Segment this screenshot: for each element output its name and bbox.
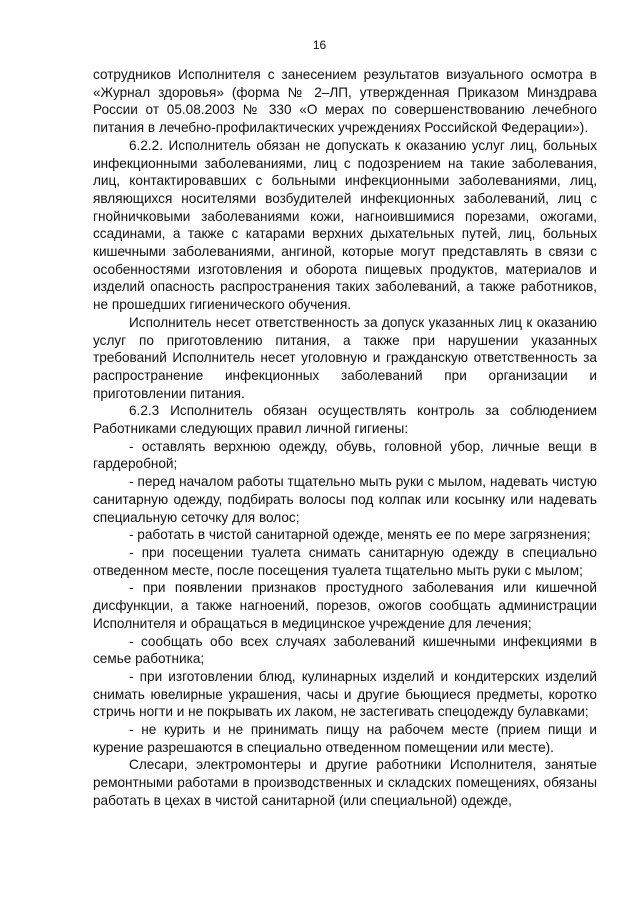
paragraph-journal-reference: сотрудников Исполнителя с занесением результатов визуального осмотра в «Журнал здоровья» (форма № 2–ЛП, утвержденная Приказом Минздрава России от 05.08.2003 № 330 «О мерах по совершенствованию лечебного питания в лечебно-профилактических учреждениях Российской Федерации»). <box>93 67 597 136</box>
list-item-family-infections: - сообщать обо всех случаях заболеваний кишечными инфекциями в семье работника; <box>93 633 597 667</box>
list-item-illness-signs: - при появлении признаков простудного заболевания или кишечной дисфункции, а также нагноений, порезов, ожогов сообщать администрации Исполнителя и обращаться в медицинское учреждение для лечения; <box>93 580 597 631</box>
list-item-no-smoking: - не курить и не принимать пищу на рабочем месте (прием пищи и курение разрешаются в специально отведенном помещении или месте). <box>93 722 597 755</box>
paragraph-responsibility: Исполнитель несет ответственность за допуск указанных лиц к оказанию услуг по приготовлению питания, а также при нарушении указанных требований Исполнитель несет уголовную и гражданскую ответственность за распространение инфекционных заболеваний при организации и приготовлении питания. <box>93 314 597 401</box>
paragraph-6-2-3: 6.2.3 Исполнитель обязан осуществлять контроль за соблюдением Работниками следующих правил личной гигиены: <box>93 403 597 437</box>
list-item-toilet: - при посещении туалета снимать санитарную одежду в специально отведенном месте, после посещения туалета тщательно мыть руки с мылом; <box>93 544 597 578</box>
list-item-wash-hands: - перед началом работы тщательно мыть руки с мылом, надевать чистую санитарную одежду, подбирать волосы под колпак или косынку или надевать специальную сеточку для волос; <box>93 474 597 525</box>
paragraph-repair-workers: Слесари, электромонтеры и другие работники Исполнителя, занятые ремонтными работами в производственных и складских помещениях, обязаны работать в цехах в чистой санитарной (или специальной) одежде, <box>93 757 597 808</box>
list-item-jewelry: - при изготовлении блюд, кулинарных изделий и кондитерских изделий снимать ювелирные украшения, часы и другие бьющиеся предметы, коротко стричь ногти и не покрывать их лаком, не застегивать спецодежду булавками; <box>93 668 597 720</box>
paragraph-6-2-2: 6.2.2. Исполнитель обязан не допускать к оказанию услуг лиц, больных инфекционными заболеваниями, лиц с подозрением на такие заболевания, лиц, контактировавших с больными инфекционными заболеваниями, лиц, являющихся носителями возбудителей инфекционных заболеваний, лиц с гнойничковыми заболеваниями кожи, нагноившимися порезами, ожогами, ссадинами, а также с катарами верхних дыхательных путей, лиц, больных кишечными заболеваниями, ангиной, которые могут представлять в связи с особенностями изготовления и оборота пищевых продуктов, материалов и изделий опасность распространения таких заболеваний, а также работников, не прошедших гигиенического обучения. <box>93 137 597 313</box>
document-body <box>93 66 597 810</box>
list-item-outerwear: - оставлять верхнюю одежду, обувь, головной убор, личные вещи в гардеробной; <box>93 438 597 472</box>
list-item-clean-clothing: - работать в чистой санитарной одежде, менять ее по мере загрязнения; <box>129 527 591 543</box>
page-number: 16 <box>312 38 327 52</box>
